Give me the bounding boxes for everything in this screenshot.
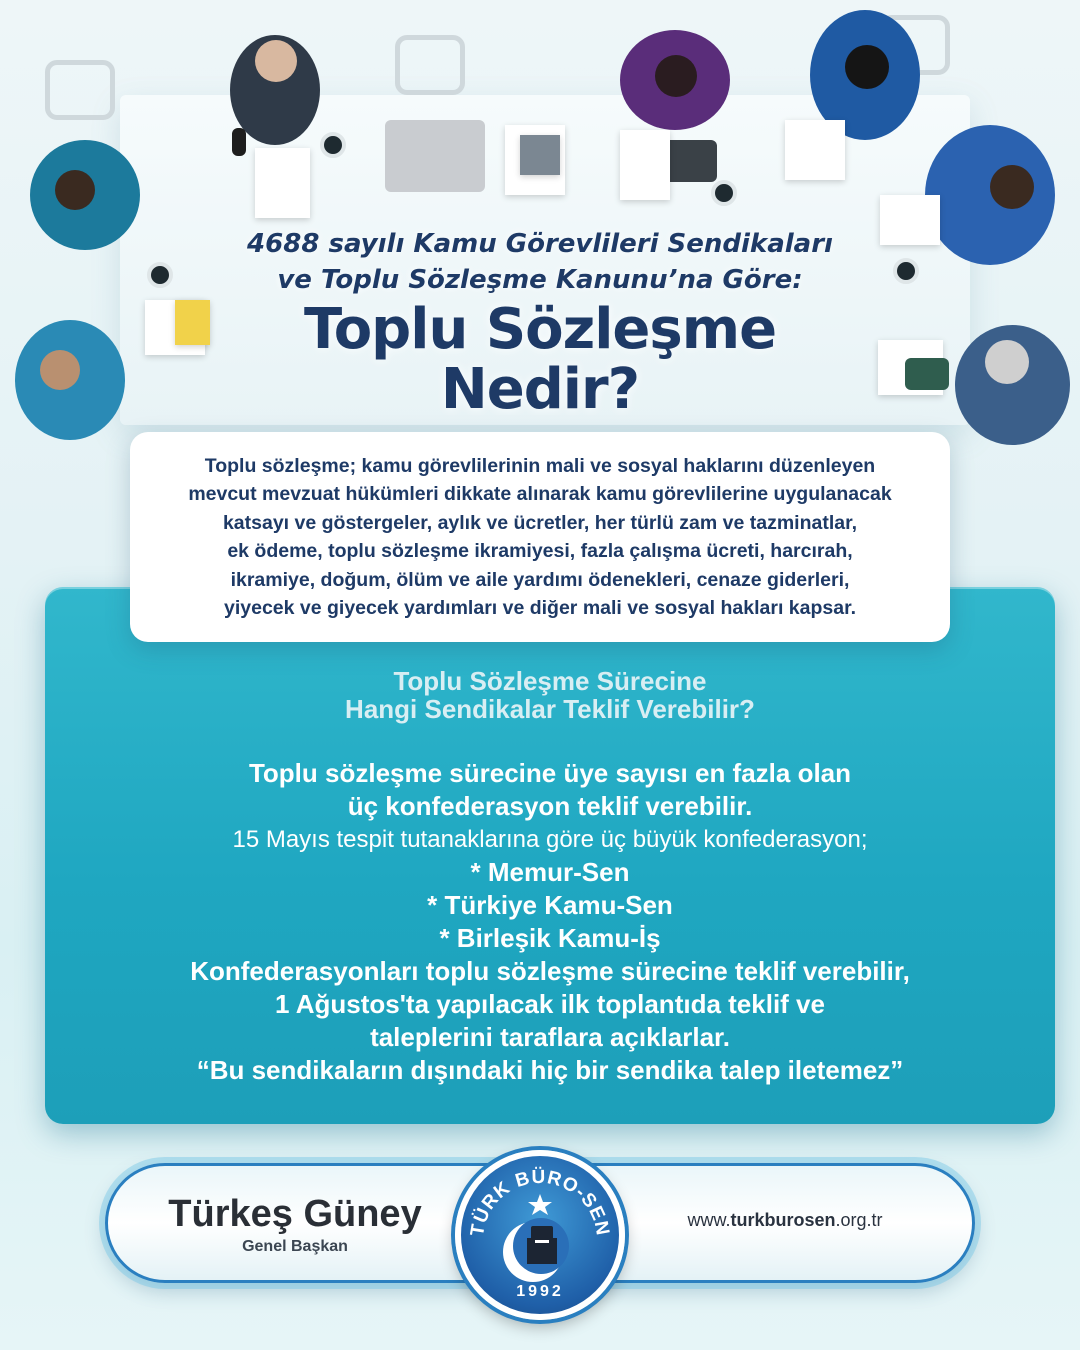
question-answer [45,757,1055,1087]
paper [785,120,845,180]
definition-text [188,452,891,623]
closing-line-3: taleplerini taraflara açıklarlar. [370,1022,730,1052]
coffee-cup [320,132,346,158]
coffee-cup [711,180,737,206]
paper [620,130,670,200]
head [845,45,889,89]
answer-line-2: üç konfederasyon teklif verebilir. [347,791,753,821]
head [255,40,297,82]
logo-year: 1992 [516,1283,564,1300]
definition-card [130,432,950,642]
definition-line: yiyecek ve giyecek yardımları ve diğer mali ve sosyal hakları kapsar. [224,597,856,619]
definition-line: ikramiye, doğum, ölüm ve aile yardımı ödenekleri, cenaze giderleri, [230,568,850,591]
question-title-line-1: Toplu Sözleşme Sürecine [393,666,707,696]
subtitle [0,226,1080,298]
paper [255,148,310,218]
question-title-line-2: Hangi Sendikalar Teklif Verebilir? [345,694,755,724]
info-panel [45,587,1055,1124]
laptop [385,120,485,192]
question-title [45,667,1055,723]
signature-name: Türkeş Güney [168,1193,422,1235]
title-line-1: Toplu Sözleşme [303,297,777,362]
confederation-item: * Memur-Sen [470,857,630,887]
confederation-item: * Birleşik Kamu-İş [439,923,661,953]
answer-line-1: Toplu sözleşme sürecine üye sayısı en fazla olan [248,758,852,788]
definition-line: katsayı ve göstergeler, aylık ve ücretler, her türlü zam ve tazminatlar, [222,511,858,534]
subtitle-line-2: ve Toplu Sözleşme Kanunu’na Göre: [277,265,803,295]
closing-quote: “Bu sendikaların dışındaki hiç bir sendika talep iletemez” [196,1055,904,1085]
title-line-2: Nedir? [440,357,640,422]
website-domain: turkburosen [730,1210,836,1230]
signature-role: Genel Başkan [242,1238,348,1255]
definition-line: mevcut mevzuat hükümleri dikkate alınarak kamu görevlilerine uygulanacak [188,483,892,505]
chair [45,60,115,120]
phone [232,128,246,156]
head [55,170,95,210]
website-suffix: .org.tr [835,1210,883,1230]
page-title [0,297,1080,422]
closing-line-2: 1 Ağustos'ta yapılacak ilk toplantıda teklif ve [275,989,825,1019]
head [990,165,1034,209]
definition-line: Toplu sözleşme; kamu görevlilerinin mali ve sosyal haklarını düzenleyen [204,454,876,477]
definition-line: ek ödeme, toplu sözleşme ikramiyesi, fazla çalışma ücreti, harcırah, [227,540,853,562]
website-link[interactable] [660,1210,910,1231]
head [655,55,697,97]
logo-emblem [461,1156,619,1314]
subtitle-line-1: 4688 sayılı Kamu Görevlileri Sendikaları [247,229,833,259]
confederation-item: * Türkiye Kamu-Sen [427,890,673,920]
logo-arc-text: TÜRK BÜRO-SEN [466,1166,614,1238]
notebook [520,135,560,175]
website-prefix: www. [687,1210,731,1230]
tablet [662,140,717,182]
closing-line-1: Konfederasyonları toplu sözleşme sürecine teklif verebilir, [190,956,910,986]
star-icon [528,1194,552,1215]
chair [395,35,465,95]
union-logo [455,1150,625,1320]
answer-intro: 15 Mayıs tespit tutanaklarına göre üç büyük konfederasyon; [232,826,868,853]
